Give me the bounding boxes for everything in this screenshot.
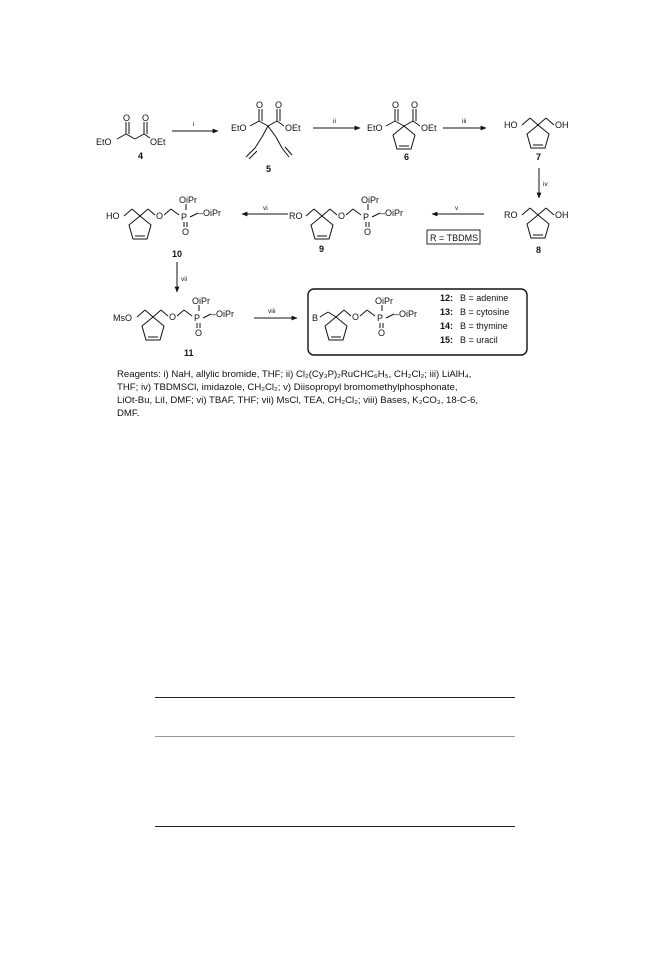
c10-number: 10 (172, 249, 183, 259)
c5-carbonyl2: O (275, 100, 283, 110)
c9-silyl-ether: RO (289, 211, 303, 221)
step-label-viii: viii (268, 308, 276, 315)
c6-carbonyl2: O (411, 100, 419, 110)
base-14-text: B = thymine (460, 321, 508, 331)
c9-oipr-top: OiPr (361, 195, 379, 205)
c4-number: 4 (138, 151, 144, 161)
c11-mesylate: MsO (113, 313, 132, 323)
c9-number: 9 (319, 244, 325, 254)
final-oipr-top: OiPr (375, 296, 393, 306)
c9-phosphoryl-o: O (364, 227, 372, 237)
c5-ester1: EtO (231, 123, 247, 133)
step-label-iv: iv (543, 181, 548, 188)
step-label-vii: vii (181, 276, 188, 283)
c8-hydroxyl: OH (555, 210, 569, 220)
c5-ester2: OEt (285, 123, 301, 133)
c11-oipr-top: OiPr (192, 296, 210, 306)
base-12-text: B = adenine (460, 293, 509, 303)
c11-oipr-right: –OiPr (211, 309, 235, 319)
c6-ester2: OEt (421, 123, 437, 133)
c9-oipr-right: –OiPr (380, 208, 404, 218)
c4-ester2: OEt (150, 137, 166, 147)
c6-ester1: EtO (367, 123, 383, 133)
c10-oipr-top: OiPr (179, 195, 197, 205)
final-ether-o: O (352, 312, 360, 322)
c5-number: 5 (266, 164, 272, 174)
reagents-caption (117, 368, 567, 420)
table-top-rule (155, 697, 515, 698)
c6-number: 6 (404, 152, 410, 162)
compound-4 (117, 122, 150, 139)
compound-7 (522, 118, 554, 148)
step-label-v: v (455, 205, 459, 212)
c5-carbonyl1: O (256, 100, 264, 110)
final-base: B (312, 313, 319, 323)
step-label-vi: vi (263, 205, 268, 212)
c10-hydroxyl: HO (106, 211, 120, 221)
c11-phosphoryl-o: O (195, 328, 203, 338)
c10-phosphorus: P (181, 212, 188, 222)
c7-hydroxyl-left: HO (504, 120, 518, 130)
base-14-number: 14: (440, 321, 454, 331)
c7-hydroxyl-right: OH (555, 120, 569, 130)
c10-phosphoryl-o: O (182, 227, 190, 237)
caption-line: THF; iv) TBDMSCl, imidazole, CH₂Cl₂; v) Diisopropyl bromomethylphosphonate, (117, 382, 458, 393)
step-label-ii: ii (333, 118, 336, 125)
base-13-number: 13: (440, 307, 454, 317)
c7-number: 7 (536, 152, 542, 162)
caption-line: LiOt-Bu, LiI, DMF; vi) TBAF, THF; vii) MsCl, TEA, CH₂Cl₂; viii) Bases, K₂CO₃, 18-C-6, (117, 395, 479, 406)
c11-ether-o: O (169, 312, 177, 322)
caption-line: Reagents: i) NaH, allylic bromide, THF; ii) Cl₂(Cy₃P)₂RuCHC₆H₅, CH₂Cl₂; iii) LiAlH₄, (117, 369, 472, 380)
c10-oipr-right: –OiPr (198, 208, 222, 218)
c11-phosphorus: P (194, 313, 201, 323)
step-label-iii: iii (462, 118, 467, 125)
c9-ether-o: O (338, 211, 346, 221)
final-oipr-right: –OiPr (394, 309, 418, 319)
table-header-rule (155, 736, 515, 737)
synthesis-scheme (0, 0, 672, 420)
base-12-number: 12: (440, 293, 454, 303)
c8-number: 8 (536, 245, 542, 255)
c4-ester1: EtO (96, 137, 112, 147)
compound-5 (246, 109, 292, 159)
final-phosphoryl-o: O (378, 328, 386, 338)
final-phosphorus: P (377, 313, 384, 323)
c6-carbonyl1: O (392, 100, 400, 110)
compound-8 (522, 208, 554, 238)
base-15-number: 15: (440, 335, 454, 345)
base-15-text: B = uracil (460, 335, 498, 345)
base-13-text: B = cytosine (460, 307, 510, 317)
table-bottom-rule (155, 826, 515, 827)
c4-carbonyl2: O (142, 113, 150, 123)
c10-ether-o: O (156, 211, 164, 221)
c9-phosphorus: P (363, 212, 370, 222)
c11-number: 11 (184, 348, 194, 358)
r-definition: R = TBDMS (430, 233, 479, 243)
caption-line: DMF. (117, 408, 140, 419)
compound-6 (386, 109, 420, 149)
c4-carbonyl1: O (123, 113, 131, 123)
c8-silyl-ether: RO (504, 210, 518, 220)
step-label-i: i (193, 121, 195, 128)
